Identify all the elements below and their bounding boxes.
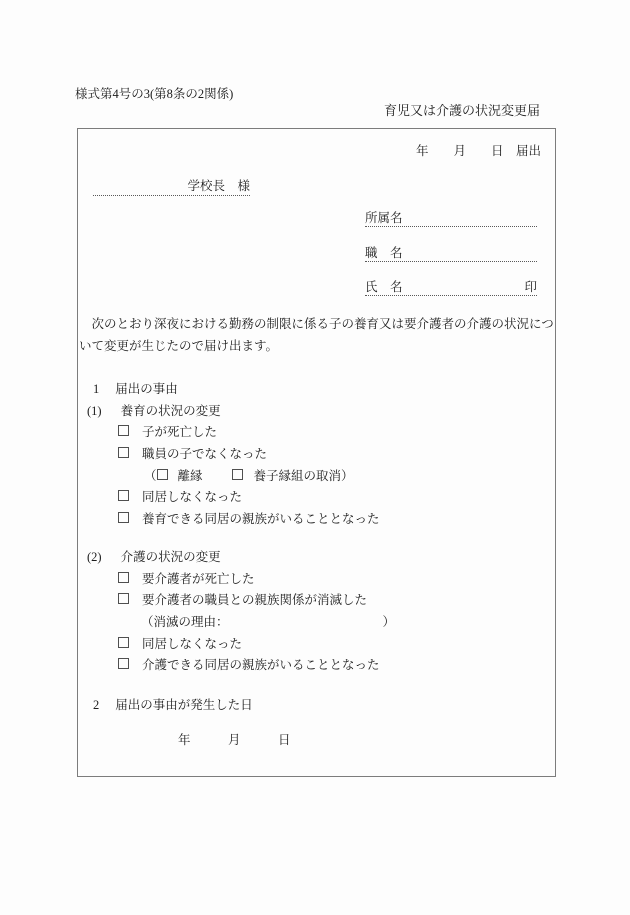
position-label: 職 名 [365,246,403,260]
occurrence-date-field[interactable]: 年 月 日 [178,732,291,747]
item-label: 介護できる同居の親族がいることとなった [142,658,380,673]
group2-title: 介護の状況の変更 [120,549,221,564]
checkbox-item-child-died [118,422,555,444]
option-label-adoption-cancel: 養子縁組の取消 [253,468,342,483]
addressee-label: 学校長 様 [187,179,250,193]
group1-heading [87,401,555,423]
affiliation-label: 所属名 [365,211,403,225]
checkbox-icon[interactable] [118,572,129,583]
declaration-paragraph: 次のとおり深夜における勤務の制限に係る子の養育又は要介護者の介護の状況について変更が生じたので届け出ます。 [79,317,554,353]
checkbox-icon[interactable] [118,637,129,648]
item-label: 職員の子でなくなった [142,447,268,462]
group1-title: 養育の状況の変更 [120,403,221,418]
checkbox-icon[interactable] [118,593,129,604]
submission-date-line: 年 月 日 届出 [415,144,541,158]
name-label: 氏 名 [365,280,403,294]
checkbox-icon[interactable] [157,469,168,480]
form-sections [78,379,555,751]
checkbox-icon[interactable] [118,447,129,458]
section1-number: 1 [93,382,100,396]
group1-number: (1) [87,403,102,418]
section1-title: 届出の事由 [115,382,178,396]
checkbox-item-relative-available [118,509,555,531]
name-field[interactable] [365,279,537,296]
checkbox-item-care-recipient-died [118,569,555,591]
option-label-dissolution: 離縁 [177,468,203,483]
section2-number: 2 [93,697,100,712]
paren-open: （ [144,468,157,483]
item-label: 養育できる同居の親族がいることとなった [142,512,380,527]
checkbox-icon[interactable] [118,490,129,501]
item-label: 要介護者の職員との親族関係が消滅した [142,593,368,608]
checkbox-icon[interactable] [232,469,243,480]
document-title: 育児又は介護の状況変更届 [383,103,540,118]
group2-number: (2) [87,549,102,564]
form-border-box [77,128,556,777]
paren-close: ） [341,468,354,483]
adoption-options-row [144,466,555,488]
affiliation-field[interactable] [365,210,537,227]
dissolution-reason-field[interactable] [141,612,395,634]
item-label: 同居しなくなった [142,490,243,505]
item-label: 同居しなくなった [142,636,243,651]
checkbox-icon[interactable] [118,512,129,523]
group2-heading [87,547,555,569]
reason-prefix: （消滅の理由： [141,614,229,629]
item-label: 要介護者が死亡した [142,571,255,586]
item-label: 子が死亡した [142,425,218,440]
checkbox-item-kinship-dissolved [118,590,555,612]
section2-title: 届出の事由が発生した日 [115,697,253,712]
form-code: 様式第4号の3(第8条の2関係) [75,87,234,101]
checkbox-item-no-longer-cohabiting-care [118,634,555,656]
checkbox-item-no-longer-employees-child [118,444,555,466]
seal-label: 印 [524,280,537,294]
position-field[interactable] [365,245,537,262]
addressee-field[interactable] [93,178,250,196]
checkbox-icon[interactable] [118,658,129,669]
section1-heading [93,379,555,401]
checkbox-icon[interactable] [118,425,129,436]
checkbox-item-no-longer-cohabiting [118,487,555,509]
section2-heading [93,695,555,717]
paren-close: ） [382,614,395,629]
checkbox-item-care-relative-available [118,655,555,677]
